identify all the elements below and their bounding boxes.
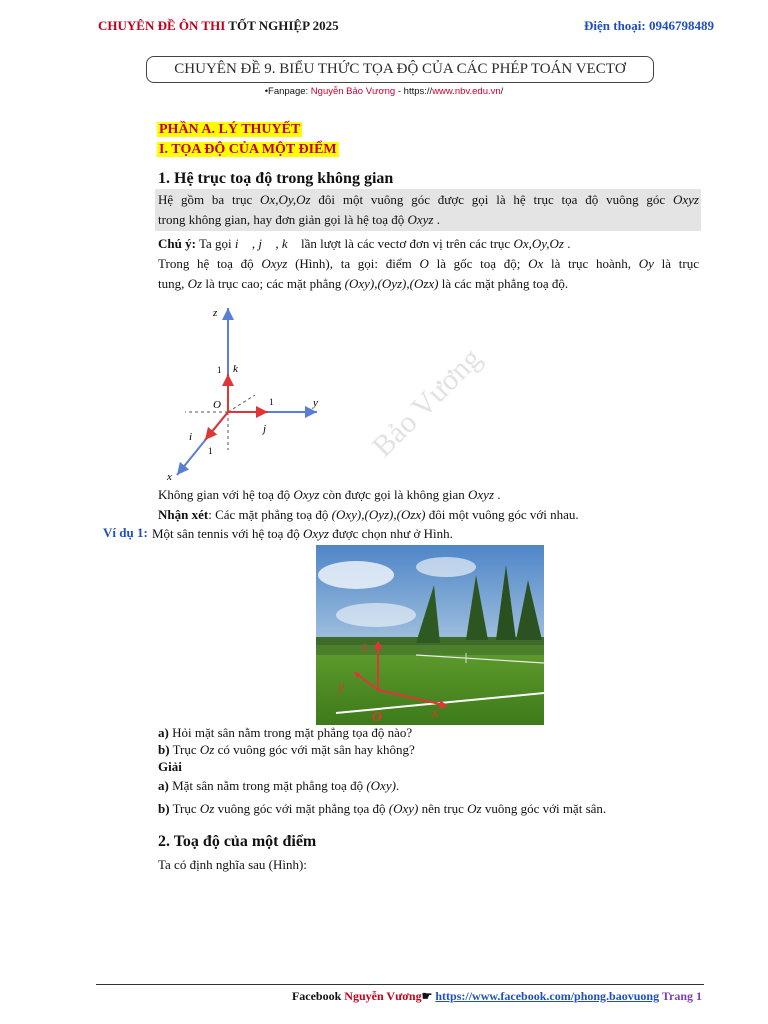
fanpage-name-link[interactable]: Nguyễn Bảo Vương <box>310 86 396 97</box>
footer <box>292 989 702 1004</box>
section-a-heading: PHẦN A. LÝ THUYẾT <box>159 122 301 137</box>
solution-a: a) Mặt sân nằm trong mặt phẳng toạ độ (Oxy). <box>158 778 400 793</box>
header-title <box>98 18 339 34</box>
note-line: Chú ý: Ta gọi i⃗ , j⃗ , k⃗ lần lượt là các vectơ đơn vị trên các trục Ox,Oy,Oz . <box>158 236 571 251</box>
fanpage-suffix: / <box>500 86 504 97</box>
unit-x-label: 1 <box>208 446 213 456</box>
y-label: y <box>313 397 318 409</box>
unit-z-label: 1 <box>217 365 222 375</box>
heading-point-coordinates: 2. Toạ độ của một điểm <box>158 833 317 850</box>
paragraph-space: Không gian với hệ toạ độ Oxyz còn được gọi là không gian Oxyz . <box>158 487 501 502</box>
footer-author-name: Nguyễn Vương <box>344 989 422 1003</box>
paragraph-axes-line-2: tung, Oz là trục cao; các mặt phẳng (Oxy),(Oyz),(Ozx) là các mặt phẳng toạ độ. <box>158 276 569 291</box>
definition-line-1: Hệ gồm ba trục Ox,Oy,Oz đôi một vuông góc được gọi là hệ trục tọa độ vuông góc Oxyz <box>158 192 699 207</box>
question-a: a) Hỏi mặt sân nằm trong mặt phẳng tọa độ nào? <box>158 725 413 740</box>
i-vector <box>205 412 228 440</box>
chapter-title: CHUYÊN ĐỀ 9. BIỂU THỨC TỌA ĐỘ CỦA CÁC PHÉP TOÁN VECTƠ <box>146 56 654 83</box>
photo-z-label: z <box>362 640 368 655</box>
solution-b: b) Trục Oz vuông góc với mặt phẳng tọa độ (Oxy) nên trục Oz vuông góc với mặt sân. <box>158 801 607 816</box>
section-i-heading: I. TỌA ĐỘ CỦA MỘT ĐIỂM <box>159 142 337 157</box>
x-negative-dash <box>228 395 255 412</box>
note-label: Chú ý: <box>158 236 196 251</box>
pointing-hand-icon: ☛ <box>421 989 436 1003</box>
header-phone: Điện thoại: 0946798489 <box>584 18 714 33</box>
remark-line: Nhận xét: Các mặt phẳng toạ độ (Oxy),(Oyz),(Ozx) đôi một vuông góc với nhau. <box>158 507 579 522</box>
footer-facebook-label: Facebook <box>291 989 345 1003</box>
heading-coordinate-system: 1. Hệ trục toạ độ trong không gian <box>158 170 394 187</box>
photo-origin-label: O <box>372 710 383 725</box>
k-vector-label: k⃗ <box>233 363 247 375</box>
i-vector-label: i⃗ <box>189 431 201 443</box>
fanpage-mid: - https:// <box>395 86 433 97</box>
definition-line-2: trong không gian, hay đơn giản gọi là hệ toạ độ Oxyz . <box>158 212 440 227</box>
unit-y-label: 1 <box>269 397 274 407</box>
remark-label: Nhận xét <box>158 507 209 522</box>
fanpage-prefix: •Fanpage: <box>264 86 311 97</box>
photo-x-label: x <box>432 706 439 721</box>
paragraph-axes-line-1: Trong hệ toạ độ Oxyz (Hình), ta gọi: điểm O là gốc toạ độ; Ox là trục hoành, Oy là trục <box>158 256 699 271</box>
website-link[interactable]: www.nbv.edu.vn <box>432 86 501 97</box>
footer-divider <box>96 984 704 985</box>
x-label: x <box>167 471 172 483</box>
axes-figure <box>155 300 345 485</box>
photo-y-label: y <box>338 680 345 695</box>
watermark: Bảo Vương <box>366 341 488 464</box>
tennis-court-photo <box>316 545 544 725</box>
origin-label: O <box>213 399 221 411</box>
example-text: Một sân tennis với hệ toạ độ Oxyz được chọn như ở Hình. <box>152 526 453 541</box>
page-number: Trang 1 <box>659 989 702 1003</box>
facebook-link[interactable]: https://www.facebook.com/phong.baovuong <box>435 989 660 1003</box>
solution-label: Giải <box>158 759 182 774</box>
z-label: z <box>213 307 218 319</box>
definition-intro: Ta có định nghĩa sau (Hình): <box>158 857 307 872</box>
j-vector-label: j⃗ <box>263 423 275 435</box>
header-title-tail: TỐT NGHIỆP 2025 <box>225 18 339 33</box>
question-b: b) Trục Oz có vuông góc với mặt sân hay không? <box>158 742 415 757</box>
header-title-red: CHUYÊN ĐỀ ÔN THI <box>98 18 226 33</box>
example-label: Ví dụ 1: <box>103 525 148 540</box>
fanpage-line <box>0 86 768 97</box>
